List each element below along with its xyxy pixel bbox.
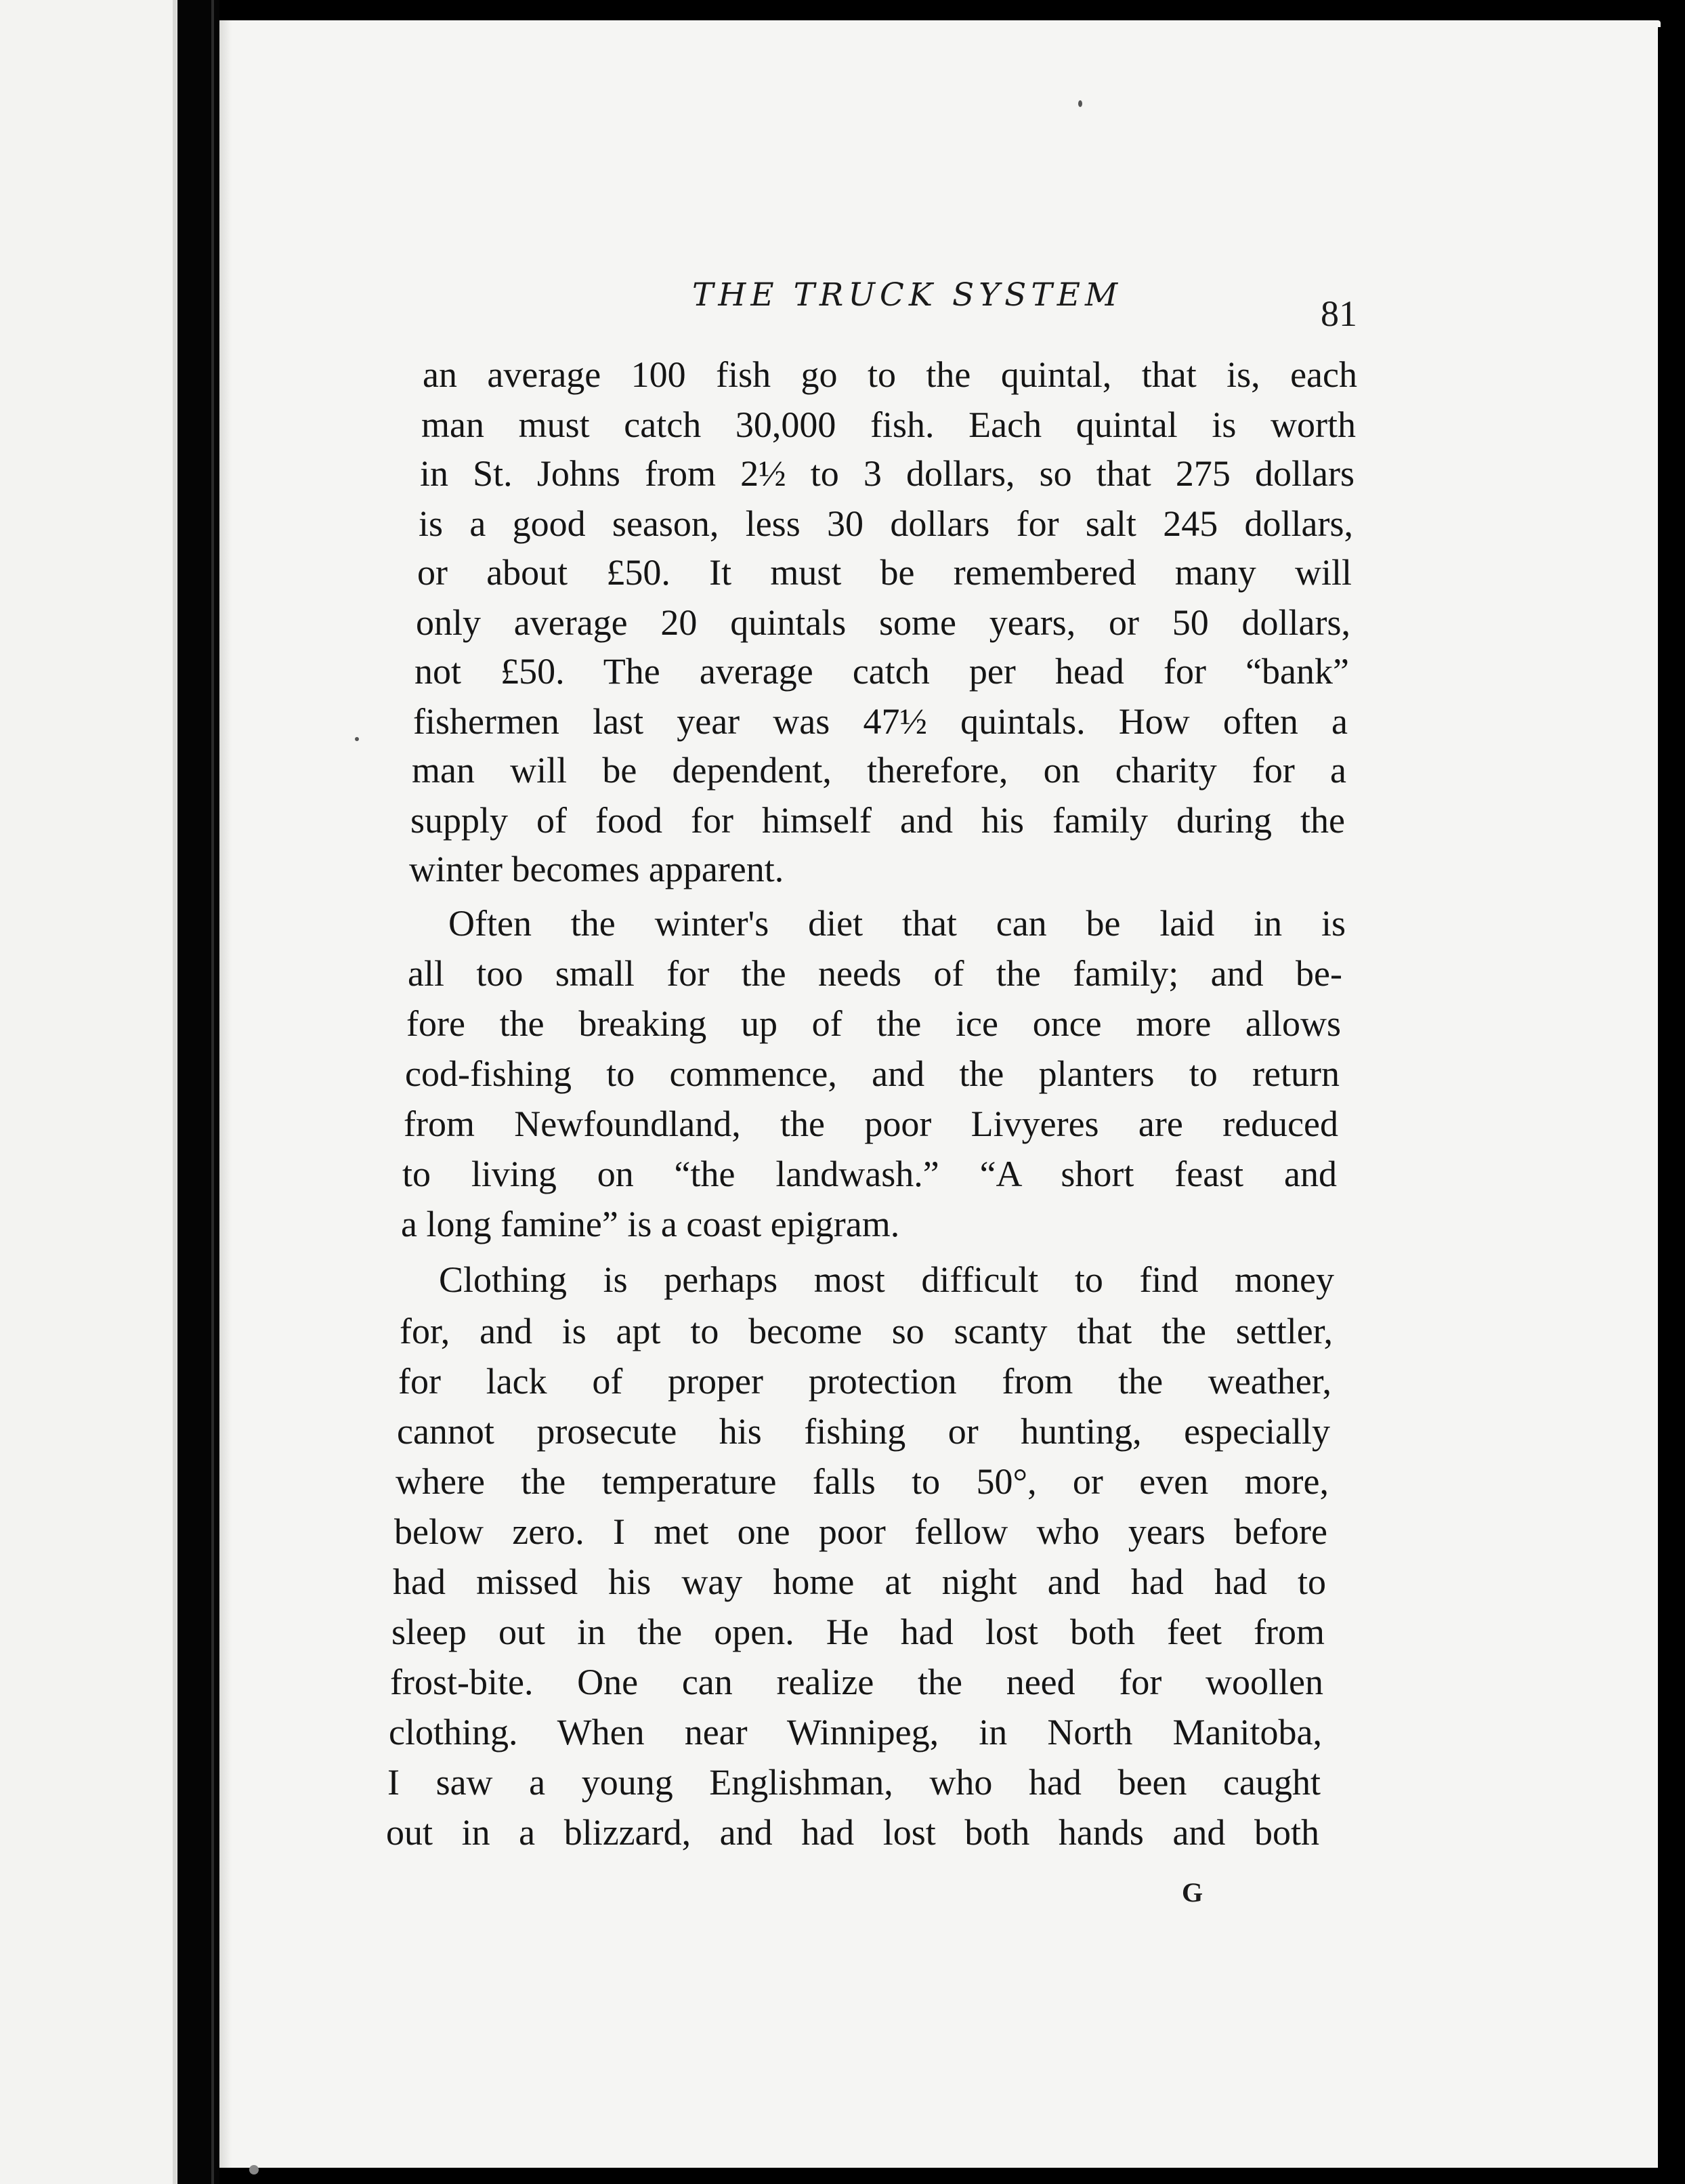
text-line-2: man must catch 30,000 fish. Each quintal is worth [421,404,1356,445]
text-line-5: or about £50. It must be remembered many will [417,552,1352,593]
gutter-line [211,0,214,2184]
text-line-3: in St. Johns from 2½ to 3 dollars, so that 275 dollars [420,453,1355,494]
text-line-27: frost-bite. One can realize the need for woollen [390,1662,1323,1702]
text-line-10: supply of food for himself and his family during the [410,800,1345,841]
paper-speck [249,2165,259,2175]
text-line-23: where the temperature falls to 50°, or even more, [396,1461,1329,1502]
text-line-25: had missed his way home at night and had had to [393,1561,1326,1602]
paper-speck [1078,100,1082,107]
text-line-14: fore the breaking up of the ice once more allows [406,1003,1341,1044]
text-line-18: a long famine” is a coast epigram. [401,1204,900,1244]
text-line-7: not £50. The average catch per head for “bank” [414,651,1349,692]
text-line-13: all too small for the needs of the family; and be- [408,953,1342,994]
text-line-28: clothing. When near Winnipeg, in North Manitoba, [389,1712,1322,1752]
left-page-edge [0,0,177,2184]
page-fold-shadow [219,20,232,2168]
text-line-6: only average 20 quintals some years, or 50 dollars, [416,602,1350,643]
left-page-shadow [173,0,177,2184]
text-line-30: out in a blizzard, and had lost both hands and both [386,1812,1319,1853]
text-line-11: winter becomes apparent. [409,849,784,889]
text-line-12: Often the winter's diet that can be laid in is [448,903,1346,944]
running-head: THE TRUCK SYSTEM [692,276,1123,314]
text-line-24: below zero. I met one poor fellow who years before [394,1511,1327,1552]
signature-mark: G [1182,1877,1203,1908]
text-line-22: cannot prosecute his fishing or hunting, especially [397,1411,1330,1452]
text-line-17: to living on “the landwash.” “A short feast and [402,1154,1337,1194]
text-line-19: Clothing is perhaps most difficult to find money [439,1259,1334,1300]
text-line-26: sleep out in the open. He had lost both feet from [391,1612,1325,1652]
right-page-edge [1658,27,1685,2168]
text-line-20: for, and is apt to become so scanty that the settler, [400,1311,1333,1351]
text-line-8: fishermen last year was 47½ quintals. How often a [413,701,1348,742]
paper-speck [355,737,359,741]
text-line-1: an average 100 fish go to the quintal, that is, each [423,354,1357,395]
text-line-4: is a good season, less 30 dollars for salt 245 dollars, [419,503,1353,544]
text-line-9: man will be dependent, therefore, on charity for a [412,750,1346,791]
text-line-16: from Newfoundland, the poor Livyeres are reduced [404,1104,1338,1144]
text-line-29: I saw a young Englishman, who had been caught [387,1762,1321,1803]
text-line-15: cod-fishing to commence, and the planters to return [405,1053,1340,1094]
page-number: 81 [1321,293,1357,334]
text-line-21: for lack of proper protection from the weather, [398,1361,1331,1402]
